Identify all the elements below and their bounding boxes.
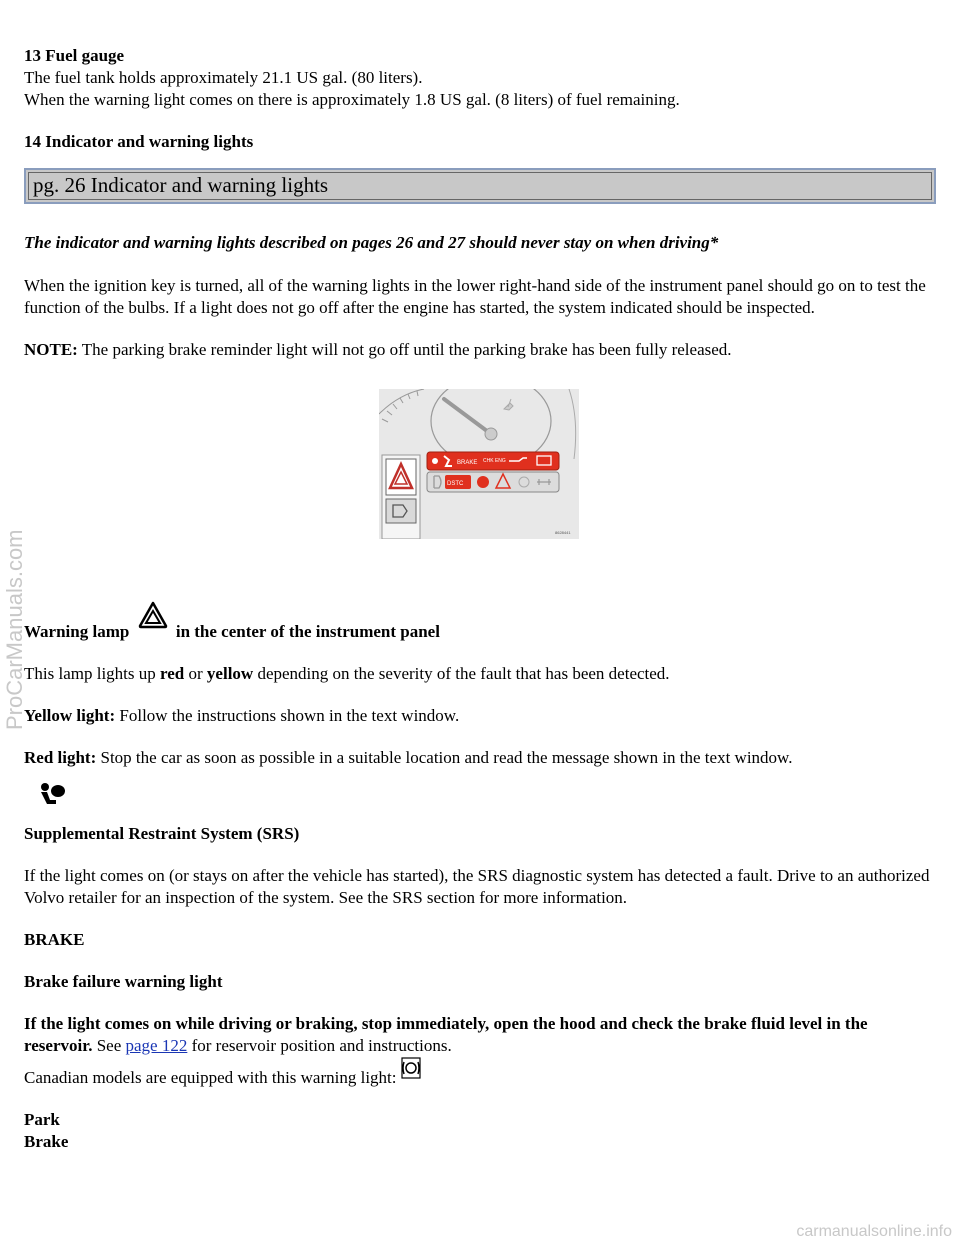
chk-eng-panel-label: CHK ENG bbox=[483, 458, 506, 464]
park-brake-line1: Park bbox=[24, 1110, 60, 1129]
brake-failure-heading: Brake failure warning light bbox=[24, 972, 223, 991]
red-light-paragraph: Red light: Stop the car as soon as possible in a suitable location and read the message shown in the text window. bbox=[24, 748, 793, 767]
srs-airbag-icon bbox=[38, 781, 68, 807]
warning-lamp-description: This lamp lights up red or yellow depending on the severity of the fault that has been detected. bbox=[24, 664, 670, 683]
indicators-heading: 14 Indicator and warning lights bbox=[24, 132, 254, 151]
parking-brake-icon bbox=[401, 1057, 421, 1079]
yellow-light-paragraph: Yellow light: Follow the instructions shown in the text window. bbox=[24, 706, 460, 725]
brake-label: BRAKE bbox=[24, 930, 85, 949]
dstc-panel-label: DSTC bbox=[447, 481, 464, 487]
fuel-warning-text: When the warning light comes on there is approximately 1.8 US gal. (8 liters) of fuel remaining. bbox=[24, 90, 680, 109]
side-watermark: ProCarManuals.com bbox=[2, 529, 27, 730]
bottom-watermark: carmanualsonline.info bbox=[796, 1223, 952, 1240]
warning-triangle-icon bbox=[138, 601, 168, 629]
indicators-intro-text: When the ignition key is turned, all of the warning lights in the lower right-hand side of the instrument panel should go on to test the function of the bulbs. If a light does not go off after the engine has started, the system indicated should be inspected. bbox=[24, 276, 926, 317]
canadian-models-line: Canadian models are equipped with this warning light: bbox=[24, 1057, 936, 1089]
section-title-bar bbox=[24, 168, 936, 204]
indicators-intro-italic: The indicator and warning lights described on pages 26 and 27 should never stay on when driving* bbox=[24, 233, 719, 252]
fuel-tank-capacity: The fuel tank holds approximately 21.1 US gal. (80 liters). bbox=[24, 68, 423, 87]
fuel-gauge-heading: 13 Fuel gauge bbox=[24, 46, 125, 65]
page-content bbox=[24, 45, 936, 1153]
brake-instructions: If the light comes on while driving or braking, stop immediately, open the hood and check the brake fluid level in the reservoir. See page 122 for reservoir position and instructions. bbox=[24, 1014, 868, 1055]
instrument-panel-illustration bbox=[379, 389, 579, 539]
brake-panel-label: BRAKE bbox=[457, 460, 478, 466]
note-label: NOTE: bbox=[24, 340, 78, 359]
figure-code: 8628441 bbox=[555, 530, 571, 535]
figure-area bbox=[24, 389, 936, 579]
warning-lamp-heading: Warning lamp in the center of the instrument panel bbox=[24, 601, 936, 643]
section-title: pg. 26 Indicator and warning lights bbox=[33, 173, 329, 197]
srs-text: If the light comes on (or stays on after the vehicle has started), the SRS diagnostic system has detected a fault. Drive to an authorized Volvo retailer for an inspection of the system. See the SRS section for more information. bbox=[24, 866, 930, 907]
page-122-link[interactable]: page 122 bbox=[125, 1036, 188, 1055]
srs-heading: Supplemental Restraint System (SRS) bbox=[24, 824, 300, 843]
srs-icon-row bbox=[24, 769, 936, 813]
park-brake-line2: Brake bbox=[24, 1132, 69, 1151]
note-paragraph: NOTE: The parking brake reminder light will not go off until the parking brake has been fully released. bbox=[24, 340, 732, 359]
